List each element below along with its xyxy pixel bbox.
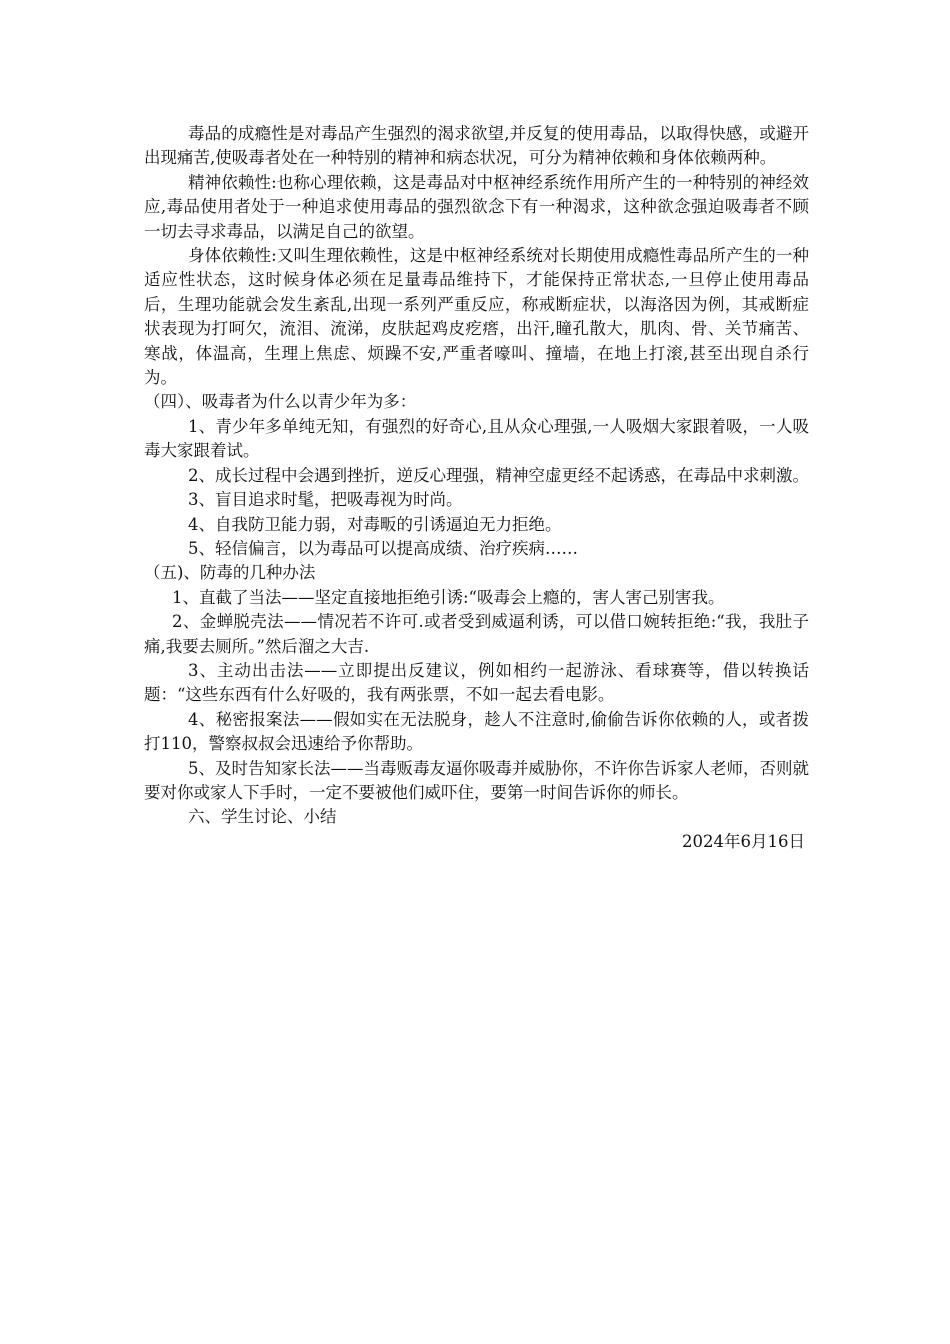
section-heading-five: （五)、防毒的几种办法 xyxy=(144,563,316,583)
list-item-method-3: 3、主动出击法——立即提出反建议，例如相约一起游泳、看球赛等，借以转换话题：“这些东西有什么好吸的，我有两张票，不如一起去看电影。 xyxy=(144,660,809,705)
section-heading-four: （四）、吸毒者为什么以青少年为多： xyxy=(144,392,417,412)
list-item-method-5: 5、及时告知家长法——当毒贩毒友逼你吸毒并威胁你，不许你告诉家人老师，否则就要对你或家人下手时，一定不要被他们威吓住，要第一时间告诉你的师长。 xyxy=(144,758,809,802)
list-item-reason-3: 3、盲目追求时髦，把吸毒视为时尚。 xyxy=(188,490,463,510)
paragraph-addiction-intro: 毒品的成瘾性是对毒品产生强烈的渴求欲望,并反复的使用毒品，以取得快感，或避开出现痛苦,使吸毒者处在一种特别的精神和病态状况，可分为精神依赖和身体依赖两种。 xyxy=(144,124,809,168)
list-item-reason-5: 5、轻信偏言，以为毒品可以提高成绩、治疗疾病…… xyxy=(188,538,578,558)
list-item-reason-2: 2、成长过程中会遇到挫折，逆反心理强，精神空虚更经不起诱惑，在毒品中求刺激。 xyxy=(188,465,809,485)
list-item-reason-1: 1、青少年多单纯无知，有强烈的好奇心,且从众心理强,一人吸烟大家跟着吸，一人吸毒大家跟着试。 xyxy=(144,416,809,461)
document-page xyxy=(144,122,809,854)
list-item-method-2: 2、金蝉脱壳法——情况若不许可.或者受到威逼利诱，可以借口婉转拒绝:“我，我肚子痛,我要去厕所。”然后溜之大吉. xyxy=(144,612,809,656)
list-item-method-4: 4、秘密报案法——假如实在无法脱身，趁人不注意时,偷偷告诉你依赖的人，或者拨打110，警察叔叔会迅速给予你帮助。 xyxy=(144,709,809,754)
paragraph-physical-dependence: 身体依赖性:又叫生理依赖性，这是中枢神经系统对长期使用成瘾性毒品所产生的一种适应性状态，这时候身体必须在足量毒品维持下，才能保持正常状态,一旦停止使用毒品后，生理功能就会发生紊乱,出现一系列严重反应，称戒断症状，以海洛因为例，其戒断症状表现为打呵欠，流泪、流涕，皮肤起鸡皮疙瘩，出汗,瞳孔散大，肌肉、骨、关节痛苦、寒战，体温高，生理上焦虑、烦躁不安,严重者嚎叫、撞墙，在地上打滚,甚至出现自杀行为。 xyxy=(144,246,809,388)
paragraph-psychological-dependence: 精神依赖性:也称心理依赖，这是毒品对中枢神经系统作用所产生的一种特别的神经效应,毒品使用者处于一种追求使用毒品的强烈欲念下有一种渴求，这种欲念强迫吸毒者不顾一切去寻求毒品，以满足自己的欲望。 xyxy=(144,172,809,241)
section-heading-six: 六、学生讨论、小结 xyxy=(188,807,337,827)
list-item-method-1: 1、直截了当法——坚定直接地拒绝引诱:“吸毒会上瘾的，害人害己别害我。 xyxy=(172,587,725,607)
document-date: 2024年6月16日 xyxy=(682,831,805,851)
list-item-reason-4: 4、自我防卫能力弱，对毒畈的引诱逼迫无力拒绝。 xyxy=(188,514,562,534)
